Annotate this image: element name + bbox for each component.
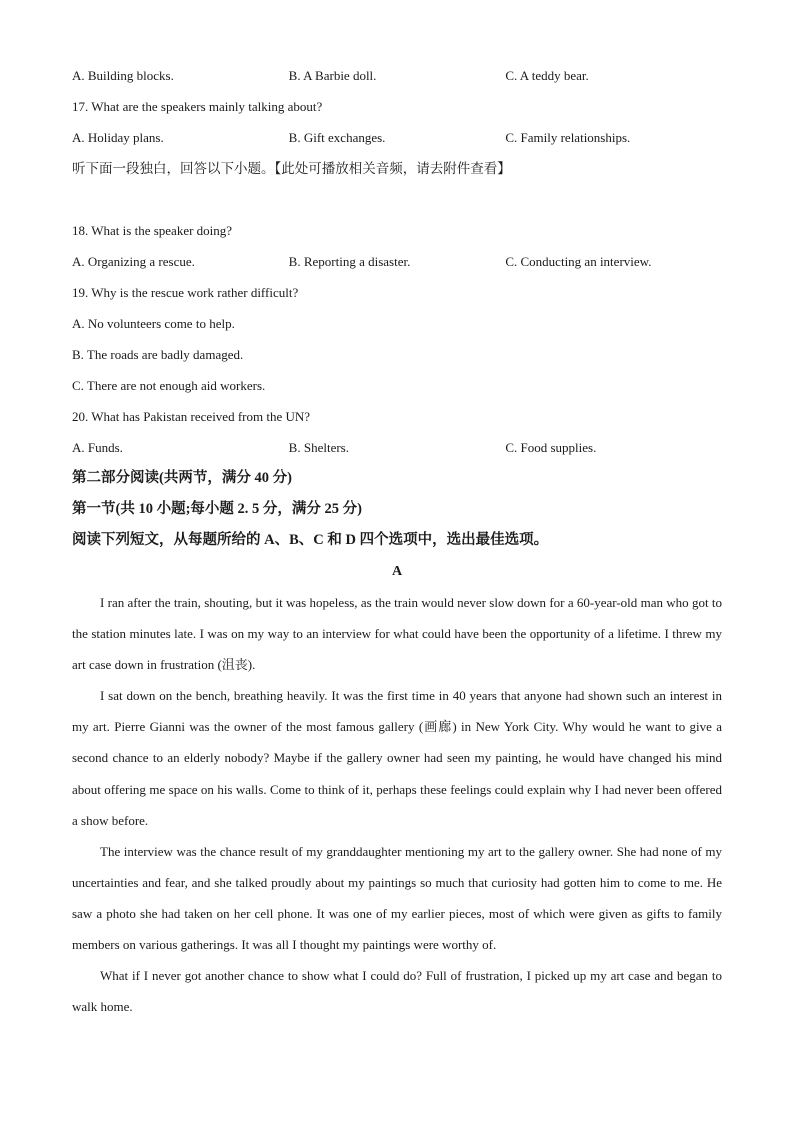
q18-option-b: B. Reporting a disaster.: [288, 253, 411, 269]
blank-line: [72, 184, 722, 215]
q20-option-c: C. Food supplies.: [505, 439, 597, 455]
monologue-instruction: 听下面一段独白，回答以下小题。【此处可播放相关音频，请去附件查看】: [72, 161, 511, 176]
passage-label: A: [391, 564, 403, 579]
exam-page: [72, 60, 722, 1022]
q20-option-b: B. Shelters.: [288, 439, 349, 455]
q19-question: 19. Why is the rescue work rather difficult?: [72, 285, 299, 300]
q16-option-a: A. Building blocks.: [72, 67, 174, 83]
section1-heading: 第一节(共 10 小题;每小题 2. 5 分，满分 25 分): [72, 501, 362, 517]
q20-options: [72, 432, 722, 463]
q17-option-c: C. Family relationships.: [505, 129, 631, 145]
q19-option-c: C. There are not enough aid workers.: [72, 378, 266, 393]
q16-option-b: B. A Barbie doll.: [288, 67, 377, 83]
q20-question: 20. What has Pakistan received from the UN?: [72, 409, 311, 424]
part2-heading: 第二部分阅读(共两节，满分 40 分): [72, 470, 292, 486]
q19-option-b: B. The roads are badly damaged.: [72, 347, 244, 362]
q16-options: [72, 60, 722, 91]
q17-question: 17. What are the speakers mainly talking about?: [72, 99, 323, 114]
q18-question: 18. What is the speaker doing?: [72, 223, 233, 238]
reading-instruction: 阅读下列短文，从每题所给的 A、B、C 和 D 四个选项中，选出最佳选项。: [72, 532, 549, 548]
q18-option-c: C. Conducting an interview.: [505, 253, 652, 269]
q17-option-b: B. Gift exchanges.: [288, 129, 386, 145]
q16-option-c: C. A teddy bear.: [505, 67, 589, 83]
passage-paragraph: The interview was the chance result of my granddaughter mentioning my art to the gallery owner. She had none of my uncertainties and fear, and she talked proudly about my paintings so much that curiosity had gotten him to come to me. He saw a photo she had taken on her cell phone. It was one of my earlier pieces, most of which were given as gifts to family members on various gatherings. It was all I thought my paintings were worthy of.: [72, 843, 722, 953]
passage-paragraph: I sat down on the bench, breathing heavily. It was the first time in 40 years that anyone had shown such an interest in my art. Pierre Gianni was the owner of the most famous gallery (画廊) in New York City. Why would he want to give a second chance to an elderly nobody? Maybe if the gallery owner had seen my painting, he would have changed his mind about offering me space on his walls. Come to think of it, perhaps these feelings could explain why I had never been offered a show before.: [72, 688, 722, 828]
q19-option-a: A. No volunteers come to help.: [72, 316, 235, 331]
q18-options: [72, 246, 722, 277]
q20-option-a: A. Funds.: [72, 439, 123, 455]
q17-options: [72, 122, 722, 153]
q18-option-a: A. Organizing a rescue.: [72, 253, 195, 269]
q17-option-a: A. Holiday plans.: [72, 129, 164, 145]
passage-paragraph: What if I never got another chance to show what I could do? Full of frustration, I picked up my art case and began to walk home.: [72, 968, 722, 1015]
passage-paragraph: I ran after the train, shouting, but it was hopeless, as the train would never slow down for a 60-year-old man who got to the station minutes late. I was on my way to an interview for what could have been the opportunity of a lifetime. I threw my art case down in frustration (沮丧).: [72, 595, 722, 673]
